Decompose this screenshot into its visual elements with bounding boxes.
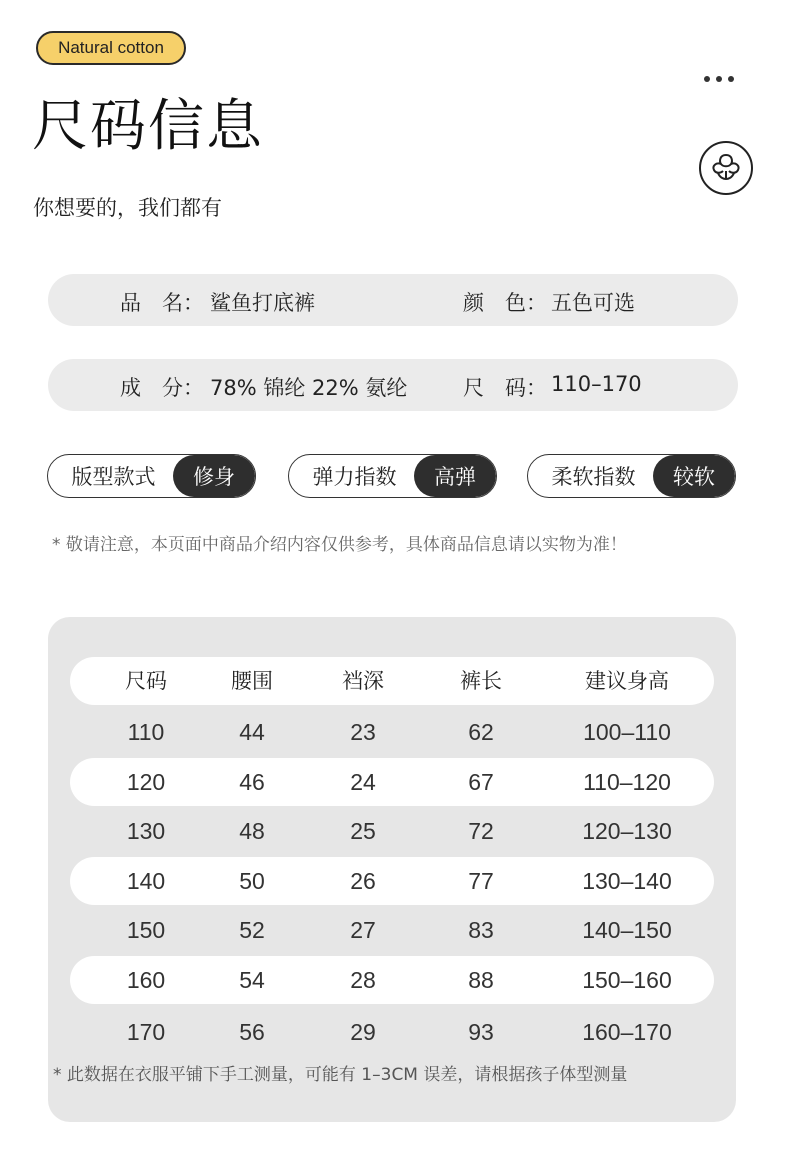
page-title: 尺码信息	[32, 94, 264, 159]
natural-cotton-badge: Natural cotton	[36, 31, 186, 65]
cell-length: 93	[468, 1019, 494, 1045]
cell-rise: 28	[350, 967, 376, 993]
size-table	[48, 617, 736, 1122]
header-height: 建议身高	[585, 669, 669, 693]
info-row-name-color	[48, 274, 738, 326]
color-label: 颜 色：	[463, 291, 547, 315]
cell-height: 110–120	[583, 769, 671, 795]
info-row-material-size	[48, 359, 738, 411]
size-value: 110–170	[551, 372, 642, 396]
cell-waist: 54	[239, 967, 265, 993]
disclaimer-note: * 敬请注意，本页面中商品介绍内容仅供参考，具体商品信息请以实物为准！	[52, 535, 627, 555]
header-size: 尺码	[125, 669, 167, 693]
cell-waist: 56	[239, 1019, 265, 1045]
header-waist: 腰围	[231, 669, 273, 693]
table-row	[70, 758, 714, 806]
header-length: 裤长	[460, 669, 502, 693]
color-value: 五色可选	[551, 291, 635, 315]
table-row	[70, 906, 714, 954]
cell-length: 67	[468, 769, 494, 795]
cell-height: 140–150	[582, 917, 672, 943]
cell-length: 88	[468, 967, 494, 993]
table-header-row	[70, 657, 714, 705]
cell-rise: 29	[350, 1019, 376, 1045]
cell-size: 170	[126, 1019, 166, 1045]
softness-value: 较软	[653, 455, 735, 497]
material-value: 78% 锦纶 22% 氨纶	[210, 376, 408, 400]
cell-height: 150–160	[582, 967, 672, 993]
cotton-flower-icon	[699, 141, 753, 195]
table-row	[70, 857, 714, 905]
cell-size: 150	[126, 917, 166, 943]
cell-height: 130–140	[582, 868, 672, 894]
cell-size: 140	[126, 868, 166, 894]
cell-rise: 23	[350, 719, 376, 745]
cell-rise: 25	[350, 818, 376, 844]
cell-size: 120	[126, 769, 166, 795]
name-value: 鲨鱼打底裤	[210, 291, 315, 315]
cell-height: 120–130	[582, 818, 672, 844]
cell-length: 83	[468, 917, 494, 943]
cell-waist: 52	[239, 917, 265, 943]
more-dots-icon[interactable]	[704, 72, 734, 86]
measurement-footnote: * 此数据在衣服平铺下手工测量，可能有 1–3CM 误差，请根据孩子体型测量	[53, 1065, 628, 1085]
elasticity-value: 高弹	[414, 455, 496, 497]
cell-length: 77	[468, 868, 494, 894]
cell-waist: 50	[239, 868, 265, 894]
material-label: 成 分：	[120, 376, 204, 400]
subtitle: 你想要的，我们都有	[33, 196, 222, 220]
cell-length: 72	[468, 818, 494, 844]
cell-size: 160	[126, 967, 166, 993]
cell-waist: 44	[239, 719, 265, 745]
name-label: 品 名：	[120, 291, 204, 315]
table-row	[70, 708, 714, 756]
size-label: 尺 码：	[463, 376, 547, 400]
elasticity-label: 弹力指数	[312, 465, 397, 489]
cell-length: 62	[468, 719, 494, 745]
elasticity-tag	[288, 454, 497, 498]
softness-label: 柔软指数	[551, 465, 636, 489]
cell-waist: 46	[239, 769, 265, 795]
cell-rise: 26	[350, 868, 376, 894]
cell-height: 160–170	[582, 1019, 672, 1045]
cell-height: 100–110	[583, 719, 671, 745]
header-rise: 裆深	[342, 669, 384, 693]
cell-size: 110	[127, 719, 165, 745]
fit-style-tag	[47, 454, 256, 498]
table-row	[70, 1008, 714, 1056]
softness-tag	[527, 454, 736, 498]
fit-style-value: 修身	[173, 455, 255, 497]
table-row	[70, 956, 714, 1004]
cell-size: 130	[126, 818, 166, 844]
fit-style-label: 版型款式	[71, 465, 156, 489]
cell-rise: 24	[350, 769, 376, 795]
cell-rise: 27	[350, 917, 376, 943]
cell-waist: 48	[239, 818, 265, 844]
table-row	[70, 807, 714, 855]
